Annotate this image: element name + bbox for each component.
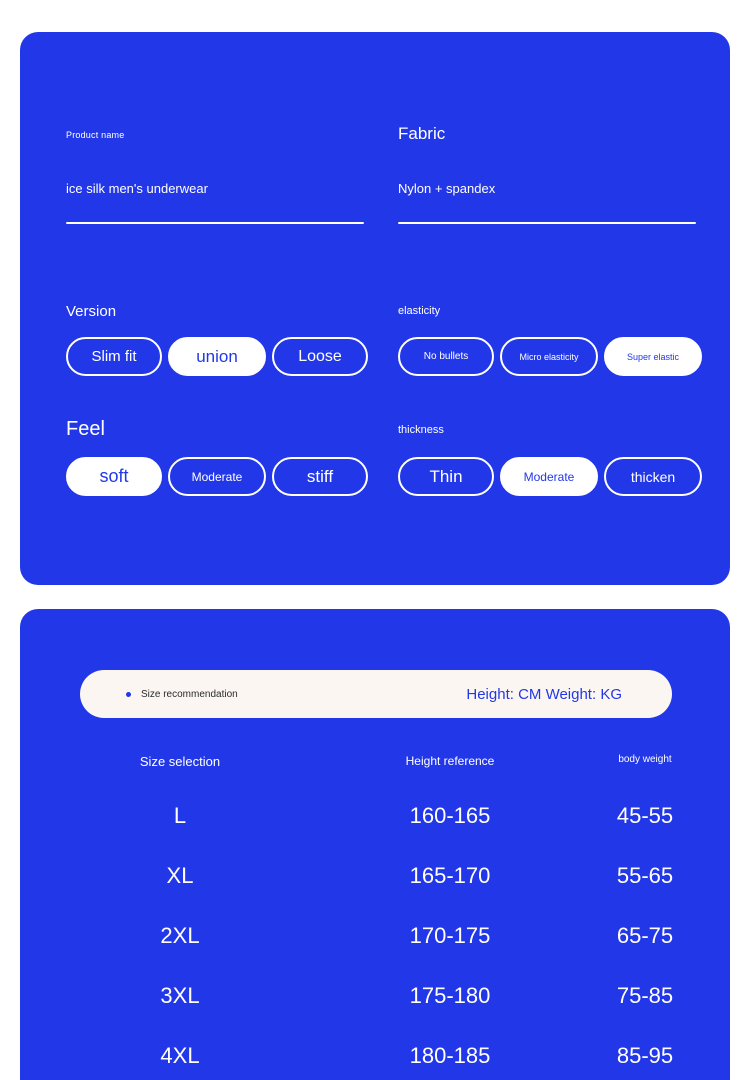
cell-size: 3XL [160,983,200,1008]
cell-weight: 65-75 [616,923,674,948]
feel-option-soft[interactable]: soft [66,457,162,496]
header-height-reference: Height reference [405,754,495,768]
thickness-title: thickness [398,424,444,436]
table-row [20,803,730,829]
elasticity-option-super-elastic[interactable]: Super elastic [604,337,702,376]
cell-height: 175-180 [409,983,491,1008]
table-row [20,863,730,889]
cell-height: 165-170 [409,863,491,888]
cell-height: 170-175 [409,923,491,948]
version-option-union[interactable]: union [168,337,266,376]
thickness-option-moderate[interactable]: Moderate [500,457,598,496]
fabric-underline [398,222,696,224]
version-option-slim-fit[interactable]: Slim fit [66,337,162,376]
product-name-label: Product name [66,130,125,140]
fabric-value: Nylon + spandex [398,181,496,196]
cell-weight: 55-65 [616,863,674,888]
header-size-selection: Size selection [139,754,221,769]
product-name-value: ice silk men's underwear [66,181,208,196]
table-row [20,1043,730,1069]
elasticity-options [398,337,702,376]
table-header-row [20,754,730,769]
cell-weight: 75-85 [616,983,674,1008]
feel-option-moderate[interactable]: Moderate [168,457,266,496]
table-body [20,803,730,1069]
product-name-underline [66,222,364,224]
cell-height: 160-165 [409,803,491,828]
version-title: Version [66,303,117,320]
table-row [20,923,730,949]
product-specs-card [20,32,730,585]
cell-weight: 85-95 [616,1043,674,1068]
table-row [20,983,730,1009]
cell-size: XL [166,863,194,888]
elasticity-title: elasticity [398,305,441,317]
bullet-icon [126,692,131,697]
version-options [66,337,368,376]
elasticity-option-no-bullets[interactable]: No bullets [398,337,494,376]
feel-option-stiff[interactable]: stiff [272,457,368,496]
header-body-weight: body weight [618,754,672,765]
thickness-option-thicken[interactable]: thicken [604,457,702,496]
feel-title: Feel [66,418,105,440]
elasticity-option-micro-elasticity[interactable]: Micro elasticity [500,337,598,376]
measurement-units-label: Height: CM Weight: KG [466,685,622,703]
cell-weight: 45-55 [616,803,674,828]
size-recommendation-label: Size recommendation [141,688,238,700]
cell-size: L [173,803,187,828]
thickness-options [398,457,702,496]
size-recommendation-banner [80,670,672,718]
cell-size: 2XL [160,923,200,948]
cell-height: 180-185 [409,1043,491,1068]
thickness-option-thin[interactable]: Thin [398,457,494,496]
feel-options [66,457,368,496]
size-table [20,754,730,1069]
version-option-loose[interactable]: Loose [272,337,368,376]
size-chart-card [20,609,730,1080]
cell-size: 4XL [160,1043,200,1068]
fabric-label: Fabric [398,124,446,143]
